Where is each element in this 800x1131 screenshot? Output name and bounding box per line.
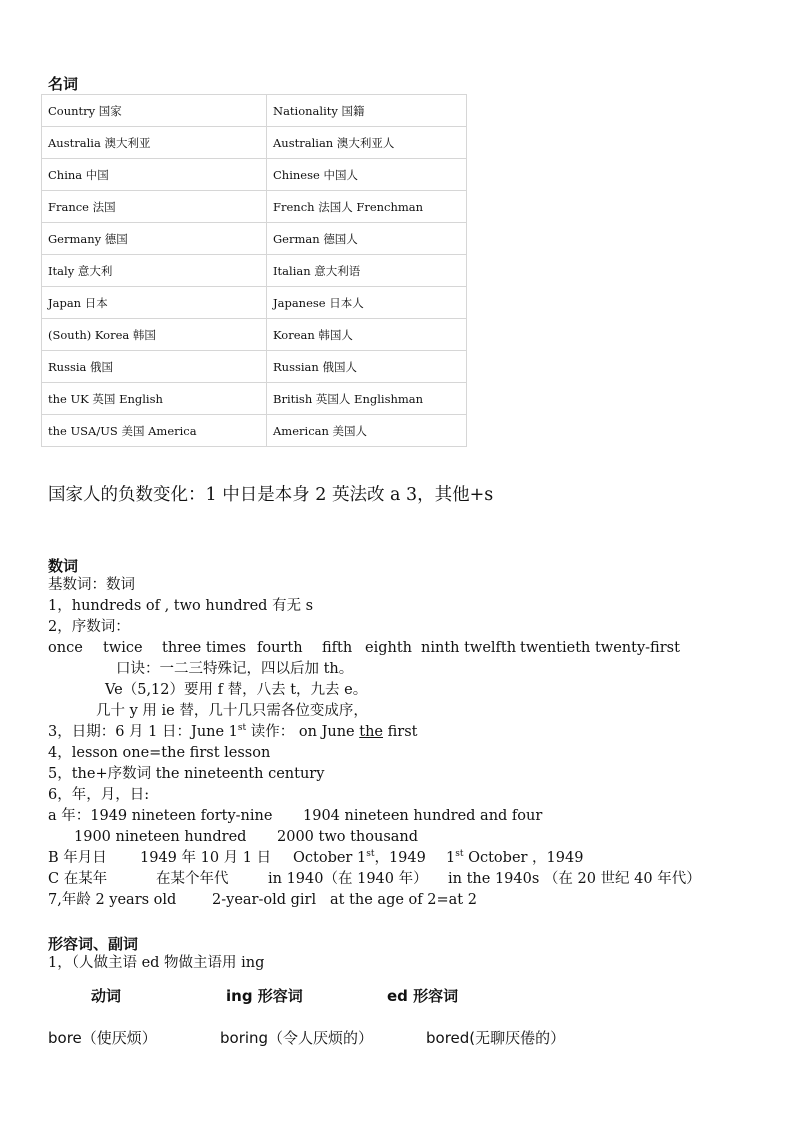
- nationality-cell: Nationality 国籍: [267, 95, 467, 127]
- date-b-en1: October 1st，1949: [293, 849, 426, 866]
- adjectives-heading: 形容词、副词: [48, 935, 139, 953]
- age-girl: 2-year-old girl: [212, 892, 317, 908]
- item-6: 6，年，月，日:: [48, 787, 150, 803]
- time-c-label: C 在某年: [48, 871, 108, 887]
- table-row: [42, 127, 467, 159]
- time-c-line: [48, 870, 701, 888]
- date-b-line: [48, 849, 584, 867]
- age-years-old: 7,年龄 2 years old: [48, 892, 177, 908]
- cardinal-line: 基数词：数词: [48, 577, 135, 593]
- item-3-sup: st: [237, 723, 247, 734]
- ordinal-word: twentieth twenty-first: [520, 640, 680, 656]
- nationality-cell: Australian 澳大利亚人: [267, 127, 467, 159]
- table-row: [42, 191, 467, 223]
- country-cell: Italy 意大利: [42, 255, 267, 287]
- country-cell: Australia 澳大利亚: [42, 127, 267, 159]
- item-2: 2，序数词：: [48, 619, 130, 635]
- table-row: [42, 351, 467, 383]
- col-ing-adjective: ing 形容词: [226, 987, 303, 1005]
- table-row: [42, 223, 467, 255]
- example-verb: bore（使厌烦）: [48, 1029, 157, 1047]
- mnemonic-3: 几十 y 用 ie 替，几十几只需各位变成序，: [96, 703, 368, 719]
- country-cell: (South) Korea 韩国: [42, 319, 267, 351]
- ordinal-word: ninth twelfth: [421, 640, 517, 656]
- item-3-read: 读作： on June: [246, 724, 360, 740]
- item-3-date: 3，日期：6 月 1 日：June 1: [48, 724, 238, 740]
- ordinal-word: twice: [103, 640, 143, 656]
- nationality-cell: French 法国人 Frenchman: [267, 191, 467, 223]
- year-a-1904: 1904 nineteen hundred and four: [303, 808, 543, 824]
- nationality-cell: Italian 意大利语: [267, 255, 467, 287]
- col-ed-adjective: ed 形容词: [387, 987, 459, 1005]
- nationality-cell: German 德国人: [267, 223, 467, 255]
- item-3: [48, 723, 417, 741]
- nationality-cell: Chinese 中国人: [267, 159, 467, 191]
- adjectives-item-1: 1，（人做主语 ed 物做主语用 ing: [48, 955, 265, 971]
- table-row: [42, 95, 467, 127]
- year-a-2000: 2000 two thousand: [277, 829, 419, 845]
- col-verb: 动词: [91, 987, 122, 1005]
- date-b-cn: 1949 年 10 月 1 日: [140, 850, 272, 866]
- age-line: [48, 891, 477, 909]
- example-ing: boring（令人厌烦的）: [220, 1029, 374, 1047]
- item-1: 1，hundreds of , two hundred 有无 s: [48, 598, 314, 614]
- year-a-line-1: [48, 807, 543, 825]
- date-b-label: B 年月日: [48, 850, 107, 866]
- age-at-the-age: at the age of 2=at 2: [330, 892, 477, 908]
- nationality-cell: Russian 俄国人: [267, 351, 467, 383]
- table-row: [42, 415, 467, 447]
- mnemonic-2: Ve（5,12）要用 f 替，八去 t，九去 e。: [105, 682, 368, 698]
- item-5: 5，the+序数词 the nineteenth century: [48, 766, 325, 782]
- numerals-heading: 数词: [48, 557, 79, 575]
- table-row: [42, 319, 467, 351]
- nationality-cell: Japanese 日本人: [267, 287, 467, 319]
- time-c-decade-cn: 在某个年代: [156, 871, 229, 887]
- year-a-line-2: [74, 828, 419, 846]
- country-cell: Country 国家: [42, 95, 267, 127]
- example-ed: bored(无聊厌倦的）: [426, 1029, 566, 1047]
- table-row: [42, 383, 467, 415]
- country-cell: Japan 日本: [42, 287, 267, 319]
- ordinal-word: eighth: [365, 640, 413, 656]
- plural-rule: 国家人的负数变化：1 中日是本身 2 英法改 a 3，其他+s: [48, 485, 494, 505]
- nationality-table: [41, 94, 467, 447]
- nationality-cell: Korean 韩国人: [267, 319, 467, 351]
- ordinal-word: once: [48, 640, 83, 656]
- nouns-heading: 名词: [48, 75, 79, 93]
- country-cell: Russia 俄国: [42, 351, 267, 383]
- date-b-en2: 1st October ，1949: [446, 849, 584, 866]
- item-3-the: the: [359, 724, 383, 740]
- time-c-decade: in the 1940s （在 20 世纪 40 年代）: [448, 871, 701, 887]
- mnemonic-1: 口诀：一二三特殊记，四以后加 th。: [116, 661, 354, 677]
- ordinal-word: three times: [162, 640, 247, 656]
- year-a-1949: a 年：1949 nineteen forty-nine: [48, 808, 273, 824]
- item-4: 4，lesson one=the first lesson: [48, 745, 271, 761]
- table-row: [42, 159, 467, 191]
- ordinal-word: fourth: [257, 640, 303, 656]
- time-c-year: in 1940（在 1940 年）: [268, 871, 428, 887]
- item-3-first: first: [383, 724, 418, 740]
- nationality-cell: British 英国人 Englishman: [267, 383, 467, 415]
- country-cell: France 法国: [42, 191, 267, 223]
- table-row: [42, 255, 467, 287]
- nationality-cell: American 美国人: [267, 415, 467, 447]
- country-cell: China 中国: [42, 159, 267, 191]
- country-cell: Germany 德国: [42, 223, 267, 255]
- table-row: [42, 287, 467, 319]
- year-a-1900: 1900 nineteen hundred: [74, 829, 247, 845]
- ordinal-word: fifth: [322, 640, 353, 656]
- country-cell: the UK 英国 English: [42, 383, 267, 415]
- country-cell: the USA/US 美国 America: [42, 415, 267, 447]
